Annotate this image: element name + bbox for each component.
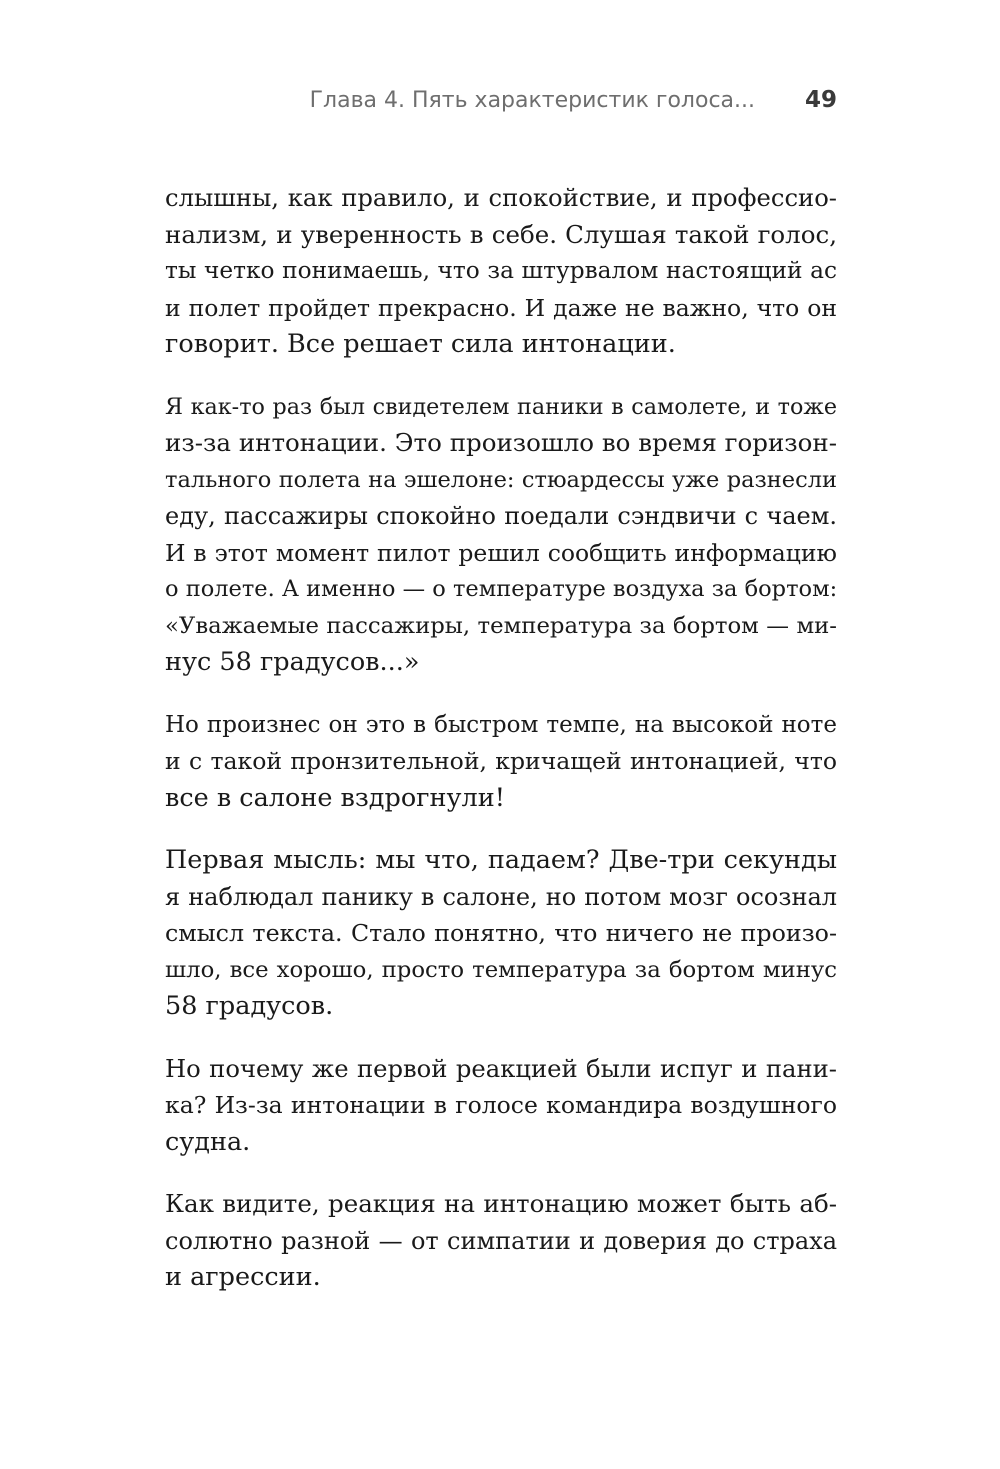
text-line: слышны, как правило, и спокойствие, и профессио-: [165, 183, 837, 212]
text-line: Я как-то раз был свидетелем паники в самолете, и тоже: [165, 393, 837, 420]
text-line: ка? Из-за интонации в голосе командира воздушного: [165, 1091, 837, 1119]
text-line: солютно разной — от симпатии и доверия до страха: [165, 1226, 837, 1255]
paragraph: [165, 1051, 837, 1161]
text-line: из-за интонации. Это произошло во время горизон-: [165, 428, 837, 457]
text-line: Как видите, реакция на интонацию может быть аб-: [165, 1189, 837, 1218]
text-line: все в салоне вздрогнули!: [165, 782, 505, 813]
text-line: Но произнес он это в быстром темпе, на высокой ноте: [165, 711, 837, 738]
text-line: я наблюдал панику в салоне, но потом мозг осознал: [165, 882, 837, 911]
text-line: И в этот момент пилот решил сообщить информацию: [165, 538, 837, 567]
text-line: и полет пройдет прекрасно. И даже не важно, что он: [165, 293, 837, 322]
text-line: тального полета на эшелоне: стюардессы уже разнесли: [165, 466, 837, 493]
text-line: еду, пассажиры спокойно поедали сэндвичи с чаем.: [165, 502, 837, 530]
text-line: Первая мысль: мы что, падаем? Две-три секунды: [165, 845, 837, 875]
text-line: Но почему же первой реакцией были испуг и пани-: [165, 1053, 837, 1083]
text-line: о полете. А именно — о температуре воздуха за бортом:: [165, 576, 838, 602]
text-line: и с такой пронзительной, кричащей интонацией, что: [165, 747, 837, 775]
paragraph: [165, 180, 837, 363]
paragraph: [165, 842, 837, 1025]
body-text: [165, 180, 837, 1322]
text-line: смысл текста. Стало понятно, что ничего не произо-: [165, 919, 837, 947]
paragraph: [165, 1186, 837, 1296]
chapter-title: Глава 4. Пять характеристик голоса...: [309, 88, 755, 113]
text-line: и агрессии.: [165, 1262, 321, 1292]
text-line: «Уважаемые пассажиры, температура за бортом — ми-: [165, 612, 837, 639]
text-line: нализм, и уверенность в себе. Слушая такой голос,: [165, 219, 837, 249]
page-number: 49: [804, 87, 837, 113]
text-line: ты четко понимаешь, что за штурвалом настоящий ас: [165, 257, 837, 284]
paragraph: [165, 707, 837, 817]
text-line: говорит. Все решает сила интонации.: [165, 329, 676, 359]
paragraph: [165, 389, 837, 681]
text-line: судна.: [165, 1126, 251, 1157]
running-header: [165, 84, 837, 120]
text-line: шло, все хорошо, просто температура за бортом минус: [165, 956, 837, 983]
text-line: нус 58 градусов...»: [165, 647, 420, 677]
text-line: 58 градусов.: [165, 991, 334, 1021]
